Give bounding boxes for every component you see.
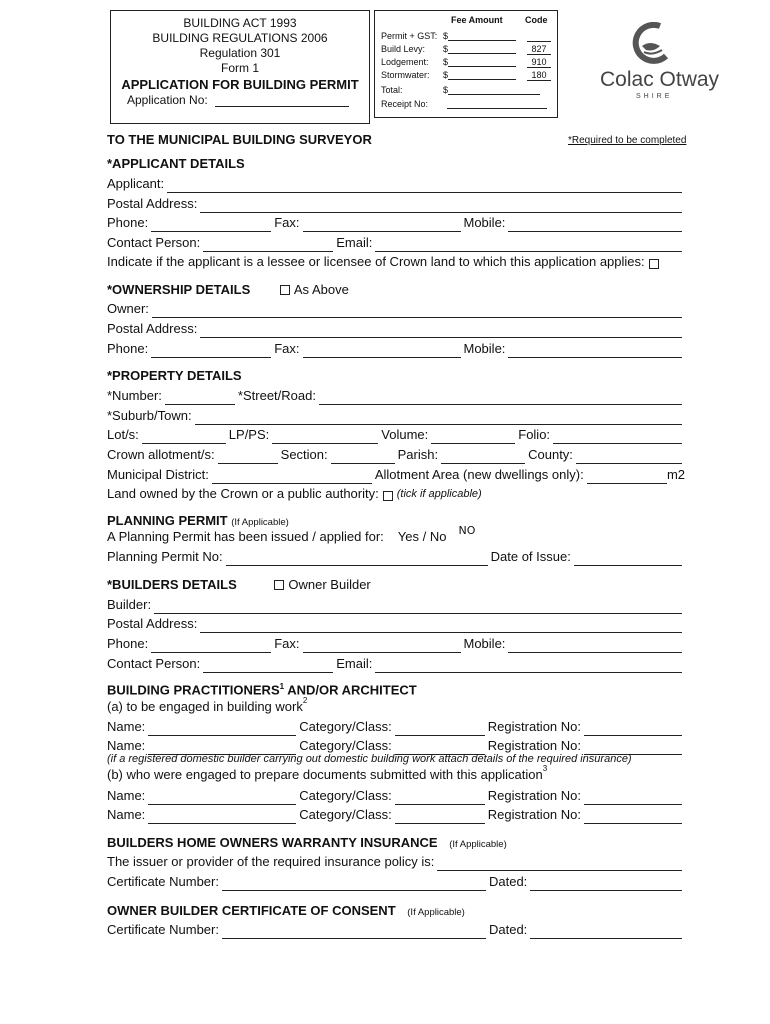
postal-label: Postal Address: bbox=[107, 196, 198, 211]
as-above-checkbox[interactable] bbox=[280, 285, 290, 295]
documents-practitioner-row bbox=[107, 806, 685, 824]
applicant-heading: *APPLICANT DETAILS bbox=[107, 156, 245, 171]
shire-name: Colac Otway bbox=[600, 68, 720, 91]
fee-row-label: Lodgement: bbox=[381, 57, 429, 67]
property-suburb-row bbox=[107, 407, 685, 425]
dollar-sign: $ bbox=[443, 70, 449, 80]
practitioners-heading-2: AND/OR ARCHITECT bbox=[287, 682, 417, 698]
crown-allot-field[interactable] bbox=[218, 449, 278, 464]
warranty-heading-row bbox=[107, 835, 507, 850]
warranty-cert-field[interactable] bbox=[222, 876, 486, 891]
parish-label: Parish: bbox=[397, 447, 439, 462]
fee-code: 180 bbox=[527, 70, 551, 81]
footnote-3: 3 bbox=[542, 764, 548, 773]
warranty-issuer-label: The issuer or provider of the required insurance policy is: bbox=[107, 854, 435, 869]
registration-field[interactable] bbox=[584, 809, 682, 824]
applicant-postal-field[interactable] bbox=[200, 198, 682, 213]
property-suburb-field[interactable] bbox=[195, 410, 682, 425]
dollar-sign: $ bbox=[443, 31, 449, 41]
fee-amount-line[interactable] bbox=[448, 85, 540, 95]
practitioners-heading: BUILDING PRACTITIONERS bbox=[107, 682, 280, 698]
permit-no-label: Planning Permit No: bbox=[107, 549, 223, 564]
footnote-1: 1 bbox=[279, 682, 285, 691]
date-issue-field[interactable] bbox=[574, 551, 682, 566]
fee-row-label: Receipt No: bbox=[381, 99, 429, 109]
owner-phone-row bbox=[107, 340, 685, 358]
builder-contact-field[interactable] bbox=[203, 658, 333, 673]
category-label: Category/Class: bbox=[299, 807, 392, 822]
builder-postal-label: Postal Address: bbox=[107, 616, 198, 631]
owner-cert-field[interactable] bbox=[222, 924, 486, 939]
builders-heading: *BUILDERS DETAILS bbox=[107, 577, 237, 592]
application-no-label: Application No: bbox=[127, 93, 208, 107]
owner-cert-row bbox=[107, 921, 685, 939]
tick-note: (tick if applicable) bbox=[396, 488, 482, 500]
crown-land-label: Indicate if the applicant is a lessee or licensee of Crown land to which this application applies: bbox=[107, 254, 645, 269]
folio-field[interactable] bbox=[553, 429, 682, 444]
property-lot-row bbox=[107, 426, 685, 444]
practitioners-heading-row bbox=[107, 682, 417, 697]
builder-contact-row bbox=[107, 655, 685, 673]
owner-mobile-field[interactable] bbox=[508, 343, 682, 358]
fee-code bbox=[527, 31, 551, 42]
name-field[interactable] bbox=[148, 809, 296, 824]
planning-heading: PLANNING PERMIT bbox=[107, 513, 228, 528]
crown-allot-label: Crown allotment/s: bbox=[107, 447, 215, 462]
fee-box bbox=[374, 10, 558, 118]
category-label: Category/Class: bbox=[299, 788, 392, 803]
applicant-email-field[interactable] bbox=[375, 237, 682, 252]
applicant-contact-row bbox=[107, 234, 685, 252]
fee-code: 910 bbox=[527, 57, 551, 68]
fee-amount-line[interactable] bbox=[447, 99, 547, 109]
allot-area-label: Allotment Area (new dwellings only): bbox=[374, 467, 584, 482]
builder-row bbox=[107, 596, 685, 614]
form-header-box bbox=[110, 10, 370, 124]
owner-cert-heading: OWNER BUILDER CERTIFICATE OF CONSENT bbox=[107, 903, 396, 918]
owner-postal-row bbox=[107, 320, 685, 338]
owner-fax-field[interactable] bbox=[303, 343, 461, 358]
owner-phone-label: Phone: bbox=[107, 341, 149, 356]
ownership-heading: *OWNERSHIP DETAILS bbox=[107, 282, 251, 297]
fee-amount-line[interactable] bbox=[448, 70, 516, 80]
owner-cert-dated-field[interactable] bbox=[530, 924, 682, 939]
owner-postal-label: Postal Address: bbox=[107, 321, 198, 336]
name-field[interactable] bbox=[148, 721, 296, 736]
crown-owned-row bbox=[107, 485, 482, 503]
lots-field[interactable] bbox=[142, 429, 226, 444]
registration-label: Registration No: bbox=[487, 788, 581, 803]
crown-owned-checkbox[interactable] bbox=[383, 491, 393, 501]
warranty-heading: BUILDERS HOME OWNERS WARRANTY INSURANCE bbox=[107, 835, 438, 850]
builder-postal-row bbox=[107, 615, 685, 633]
as-above-label: As Above bbox=[293, 282, 349, 297]
engaged-practitioner-row bbox=[107, 718, 685, 736]
applicant-postal-row bbox=[107, 195, 685, 213]
fee-amount-header: Fee Amount bbox=[451, 15, 503, 25]
registration-field[interactable] bbox=[584, 790, 682, 805]
owner-phone-field[interactable] bbox=[151, 343, 271, 358]
fee-amount-line[interactable] bbox=[448, 57, 516, 67]
mobile-label: Mobile: bbox=[463, 215, 506, 230]
registration-label: Registration No: bbox=[487, 807, 581, 822]
warranty-if-applicable: (If Applicable) bbox=[449, 839, 507, 850]
form-number: Form 1 bbox=[220, 61, 259, 75]
to-surveyor: TO THE MUNICIPAL BUILDING SURVEYOR bbox=[107, 132, 372, 147]
district-label: Municipal District: bbox=[107, 467, 209, 482]
practitioners-a-row bbox=[107, 698, 307, 716]
shire-logo bbox=[630, 22, 672, 71]
name-field[interactable] bbox=[148, 790, 296, 805]
warranty-dated-label: Dated: bbox=[488, 874, 528, 889]
fee-amount-field[interactable] bbox=[443, 31, 516, 41]
name-label: Name: bbox=[107, 807, 146, 822]
section-field[interactable] bbox=[331, 449, 395, 464]
regs-title: BUILDING REGULATIONS 2006 bbox=[152, 31, 328, 45]
fee-code: 827 bbox=[527, 44, 551, 55]
owner-row bbox=[107, 300, 685, 318]
shire-sub: SHIRE bbox=[636, 93, 673, 100]
planning-issued-label: A Planning Permit has been issued / applied for: bbox=[107, 529, 384, 544]
dollar-sign: $ bbox=[443, 57, 449, 67]
fee-amount-field[interactable] bbox=[443, 85, 540, 95]
warranty-cert-label: Certificate Number: bbox=[107, 874, 219, 889]
street-label: *Street/Road: bbox=[237, 388, 316, 403]
builder-phone-row bbox=[107, 635, 685, 653]
property-district-row bbox=[107, 466, 685, 484]
property-number-row bbox=[107, 387, 685, 405]
district-field[interactable] bbox=[212, 469, 372, 484]
applicant-fax-field[interactable] bbox=[303, 217, 461, 232]
act-title: BUILDING ACT 1993 bbox=[183, 16, 297, 30]
email-label: Email: bbox=[336, 235, 373, 250]
contact-label: Contact Person: bbox=[107, 235, 201, 250]
section-label: Section: bbox=[280, 447, 328, 462]
property-number-field[interactable] bbox=[165, 390, 235, 405]
application-no-field[interactable] bbox=[215, 94, 349, 107]
fee-amount-line[interactable] bbox=[448, 31, 516, 41]
lots-label: Lot/s: bbox=[107, 427, 139, 442]
applicant-label: Applicant: bbox=[107, 176, 165, 191]
builder-email-label: Email: bbox=[336, 656, 373, 671]
dollar-sign: $ bbox=[443, 44, 449, 54]
dollar-sign: $ bbox=[443, 85, 449, 95]
applicant-mobile-field[interactable] bbox=[508, 217, 682, 232]
fee-row-label: Stormwater: bbox=[381, 70, 430, 80]
practitioners-b-label: (b) who were engaged to prepare documents submitted with this application bbox=[107, 767, 543, 782]
builder-label: Builder: bbox=[107, 597, 152, 612]
domestic-builder-note: (if a registered domestic builder carrying out domestic building work attach details of the required insurance) bbox=[107, 753, 632, 765]
required-note: *Required to be completed bbox=[568, 135, 687, 146]
county-label: County: bbox=[528, 447, 573, 462]
fee-row-label: Build Levy: bbox=[381, 44, 426, 54]
crown-land-row bbox=[107, 253, 663, 271]
name-label: Name: bbox=[107, 738, 146, 753]
applicant-phone-field[interactable] bbox=[151, 217, 271, 232]
ownership-heading-row bbox=[107, 282, 349, 297]
owner-cert-heading-row bbox=[107, 903, 465, 918]
fee-row-label: Total: bbox=[381, 85, 403, 95]
builder-email-field[interactable] bbox=[375, 658, 682, 673]
documents-practitioner-row bbox=[107, 787, 685, 805]
warranty-cert-row bbox=[107, 873, 685, 891]
practitioners-a-label: (a) to be engaged in building work bbox=[107, 699, 303, 714]
owner-cert-dated-label: Dated: bbox=[488, 922, 528, 937]
planning-heading-row bbox=[107, 513, 289, 528]
shire-logo-icon bbox=[630, 22, 672, 66]
permit-no-field[interactable] bbox=[226, 551, 488, 566]
planning-if-applicable: (If Applicable) bbox=[231, 517, 289, 528]
builder-phone-label: Phone: bbox=[107, 636, 149, 651]
builder-mobile-label: Mobile: bbox=[463, 636, 506, 651]
owner-fax-label: Fax: bbox=[274, 341, 300, 356]
owner-field[interactable] bbox=[152, 303, 682, 318]
category-field[interactable] bbox=[395, 721, 485, 736]
warranty-issuer-field[interactable] bbox=[437, 856, 682, 871]
fee-amount-field[interactable] bbox=[447, 99, 547, 109]
fee-amount-field[interactable] bbox=[443, 70, 516, 80]
owner-builder-label: Owner Builder bbox=[288, 577, 371, 592]
name-label: Name: bbox=[107, 788, 146, 803]
builder-field[interactable] bbox=[154, 599, 682, 614]
regulation-number: Regulation 301 bbox=[199, 46, 281, 60]
applicant-phone-row bbox=[107, 214, 685, 232]
county-field[interactable] bbox=[576, 449, 682, 464]
fee-amount-field[interactable] bbox=[443, 57, 516, 67]
category-label: Category/Class: bbox=[299, 719, 392, 734]
owner-postal-field[interactable] bbox=[200, 323, 682, 338]
registration-label: Registration No: bbox=[487, 738, 581, 753]
lpps-field[interactable] bbox=[272, 429, 378, 444]
planning-permit-row bbox=[107, 548, 685, 566]
builder-contact-label: Contact Person: bbox=[107, 656, 201, 671]
registration-label: Registration No: bbox=[487, 719, 581, 734]
category-field[interactable] bbox=[395, 809, 485, 824]
builder-fax-label: Fax: bbox=[274, 636, 300, 651]
warranty-issuer-row bbox=[107, 853, 685, 871]
practitioners-b-row bbox=[107, 766, 547, 784]
date-issue-label: Date of Issue: bbox=[490, 549, 571, 564]
warranty-dated-field[interactable] bbox=[530, 876, 682, 891]
folio-label: Folio: bbox=[518, 427, 551, 442]
handwritten-no: NO bbox=[458, 524, 476, 537]
applicant-field[interactable] bbox=[167, 178, 682, 193]
property-crown-row bbox=[107, 446, 685, 464]
crown-land-checkbox[interactable] bbox=[649, 259, 659, 269]
builder-phone-field[interactable] bbox=[151, 638, 271, 653]
fee-row-label: Permit + GST: bbox=[381, 31, 438, 41]
owner-label: Owner: bbox=[107, 301, 149, 316]
form-title: APPLICATION FOR BUILDING PERMIT bbox=[121, 77, 359, 92]
number-label: *Number: bbox=[107, 388, 162, 403]
volume-label: Volume: bbox=[381, 427, 429, 442]
registration-field[interactable] bbox=[584, 721, 682, 736]
fax-label: Fax: bbox=[274, 215, 300, 230]
property-heading: *PROPERTY DETAILS bbox=[107, 368, 242, 383]
builder-fax-field[interactable] bbox=[303, 638, 461, 653]
allot-area-field[interactable] bbox=[587, 469, 667, 484]
lpps-label: LP/PS: bbox=[228, 427, 270, 442]
crown-owned-label: Land owned by the Crown or a public authority: bbox=[107, 486, 379, 501]
planning-issued-row bbox=[107, 524, 476, 546]
owner-builder-checkbox[interactable] bbox=[274, 580, 284, 590]
suburb-label: *Suburb/Town: bbox=[107, 408, 192, 423]
applicant-contact-field[interactable] bbox=[203, 237, 333, 252]
name-label: Name: bbox=[107, 719, 146, 734]
category-field[interactable] bbox=[395, 790, 485, 805]
owner-mobile-label: Mobile: bbox=[463, 341, 506, 356]
property-street-field[interactable] bbox=[319, 390, 682, 405]
footnote-2: 2 bbox=[302, 696, 308, 705]
fee-amount-line[interactable] bbox=[448, 44, 516, 54]
fee-amount-field[interactable] bbox=[443, 44, 516, 54]
builder-mobile-field[interactable] bbox=[508, 638, 682, 653]
applicant-row bbox=[107, 175, 685, 193]
owner-cert-if-applicable: (If Applicable) bbox=[407, 907, 465, 918]
owner-cert-label: Certificate Number: bbox=[107, 922, 219, 937]
phone-label: Phone: bbox=[107, 215, 149, 230]
builder-postal-field[interactable] bbox=[200, 618, 682, 633]
builders-heading-row bbox=[107, 577, 371, 592]
category-label: Category/Class: bbox=[299, 738, 392, 753]
m2-label: m2 bbox=[666, 467, 685, 482]
parish-field[interactable] bbox=[441, 449, 525, 464]
fee-code-header: Code bbox=[525, 15, 548, 25]
yes-no-option[interactable]: Yes / No bbox=[397, 529, 447, 544]
volume-field[interactable] bbox=[431, 429, 515, 444]
